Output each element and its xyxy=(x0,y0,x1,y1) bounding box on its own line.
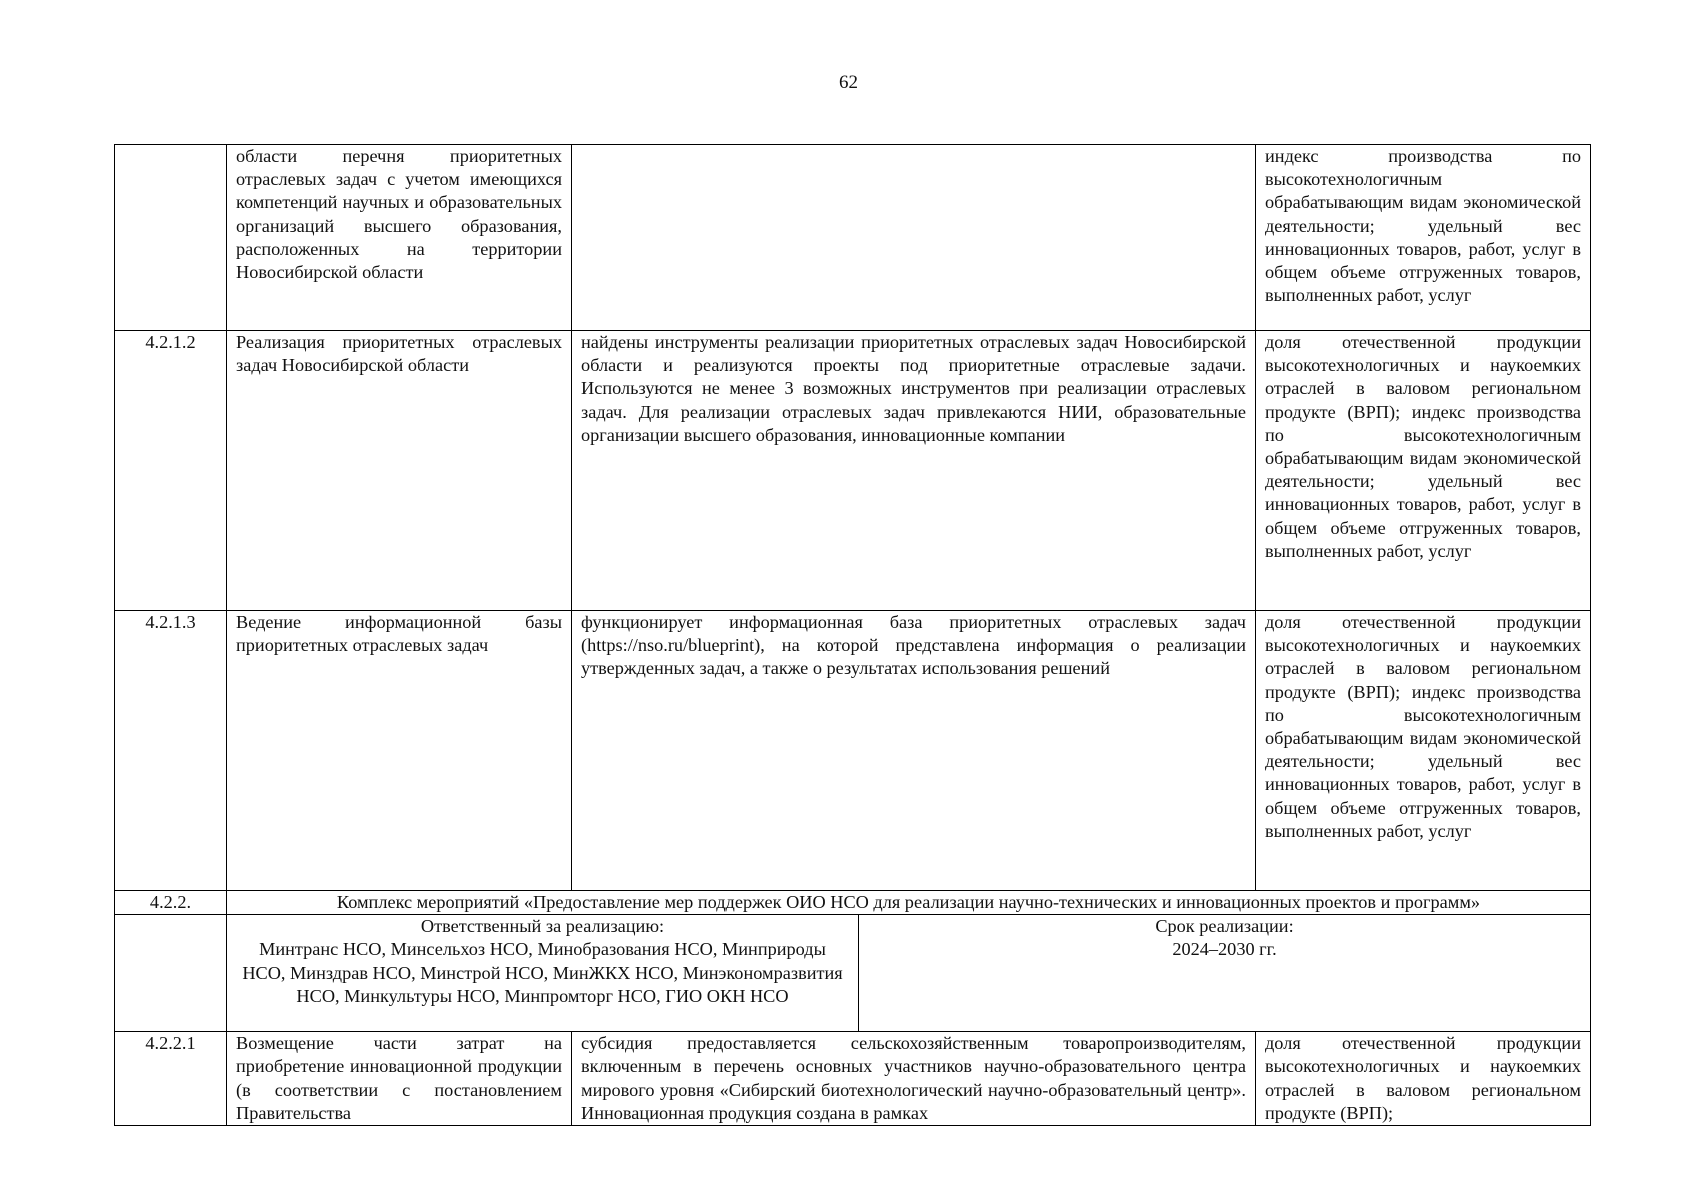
complex-header-row xyxy=(115,891,1591,915)
table-row xyxy=(115,611,1591,891)
responsible-list: Минтранс НСО, Минсельхоз НСО, Минобразования НСО, Минприроды НСО, Минздрав НСО, Минстрой НСО, МинЖКХ НСО, Минэкономразвития НСО, Минкультуры НСО, Минпромторг НСО, ГИО ОКН НСО xyxy=(242,939,843,1006)
expected-result xyxy=(572,145,1256,331)
empty-cell xyxy=(115,915,227,1032)
measure-name: Реализация приоритетных отраслевых задач Новосибирской области xyxy=(227,331,572,611)
period-value: 2024–2030 гг. xyxy=(1172,939,1277,960)
row-number: 4.2.1.2 xyxy=(115,331,227,611)
period-label: Срок реализации: xyxy=(1155,916,1294,937)
measure-name: области перечня приоритетных отраслевых задач с учетом имеющихся компетенций научных и образовательных организаций высшего образования, расположенных на территории Новосибирской области xyxy=(227,145,572,331)
responsible-cell xyxy=(227,915,859,1032)
period-cell xyxy=(859,915,1591,1032)
table-row xyxy=(115,145,1591,331)
table-row xyxy=(115,1032,1591,1126)
target-indicators: доля отечественной продукции высокотехнологичных и наукоемких отраслей в валовом региональном продукте (ВРП); xyxy=(1256,1032,1591,1126)
measures-table xyxy=(114,144,1591,1126)
complex-title: Комплекс мероприятий «Предоставление мер поддержек ОИО НСО для реализации научно-технических и инновационных проектов и программ» xyxy=(227,891,1591,915)
table-row xyxy=(115,331,1591,611)
row-number: 4.2.1.3 xyxy=(115,611,227,891)
complex-number: 4.2.2. xyxy=(115,891,227,915)
expected-result: субсидия предоставляется сельскохозяйственным товаропроизводителям, включенным в перечень основных участников научно-образовательного центра мирового уровня «Сибирский биотехнологический научно-образовательный центр». Инновационная продукция создана в рамках xyxy=(572,1032,1256,1126)
target-indicators: индекс производства по высокотехнологичным обрабатывающим видам экономической деятельности; удельный вес инновационных товаров, работ, услуг в общем объеме отгруженных товаров, выполненных работ, услуг xyxy=(1256,145,1591,331)
responsible-label: Ответственный за реализацию: xyxy=(420,916,665,937)
target-indicators: доля отечественной продукции высокотехнологичных и наукоемких отраслей в валовом региональном продукте (ВРП); индекс производства по высокотехнологичным обрабатывающим видам экономической деятельности; удельный вес инновационных товаров, работ, услуг в общем объеме отгруженных товаров, выполненных работ, услуг xyxy=(1256,331,1591,611)
measure-name: Ведение информационной базы приоритетных отраслевых задач xyxy=(227,611,572,891)
page-number: 62 xyxy=(839,72,858,93)
complex-details-row xyxy=(115,915,1591,1032)
expected-result: функционирует информационная база приоритетных отраслевых задач (https://nso.ru/blueprint), на которой представлена информация о реализации утвержденных задач, а также о результатах использования решений xyxy=(572,611,1256,891)
row-number: 4.2.2.1 xyxy=(115,1032,227,1126)
measure-name: Возмещение части затрат на приобретение инновационной продукции (в соответствии с постановлением Правительства xyxy=(227,1032,572,1126)
row-number xyxy=(115,145,227,331)
target-indicators: доля отечественной продукции высокотехнологичных и наукоемких отраслей в валовом региональном продукте (ВРП); индекс производства по высокотехнологичным обрабатывающим видам экономической деятельности; удельный вес инновационных товаров, работ, услуг в общем объеме отгруженных товаров, выполненных работ, услуг xyxy=(1256,611,1591,891)
expected-result: найдены инструменты реализации приоритетных отраслевых задач Новосибирской области и реализуются проекты под приоритетные отраслевые задачи. Используются не менее 3 возможных инструментов при реализации отраслевых задач. Для реализации отраслевых задач привлекаются НИИ, образовательные организации высшего образования, инновационные компании xyxy=(572,331,1256,611)
